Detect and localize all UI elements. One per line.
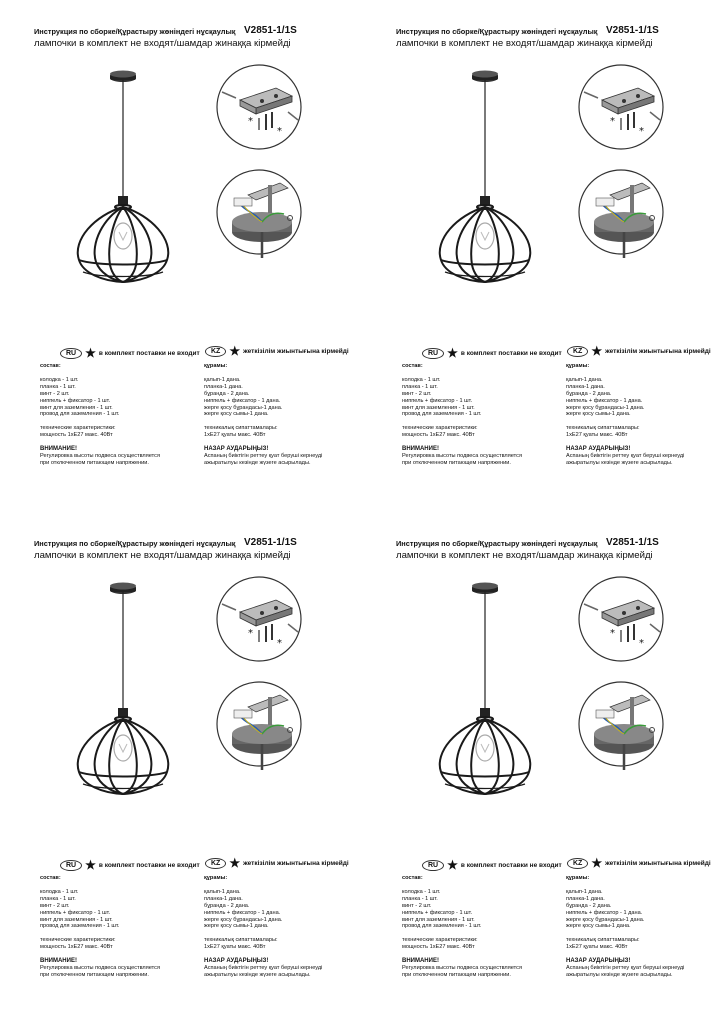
list-item: планка-1 дана. [204,383,243,390]
list-item: винт - 2 шт. [402,390,432,397]
list-item: жерге қосу бұрандасы-1 дана. [566,916,645,923]
star-icon: ★ [229,856,241,870]
ru-warning-title: ВНИМАНИЕ! [40,958,77,965]
list-item: Регулировка высоты подвеса осуществляется [402,965,522,972]
list-item: планка-1 дана. [204,895,243,902]
kz-items-list [566,889,684,930]
title-line: Инструкция по сборке/Құрастыру жөніндегі нұсқаулық [396,539,598,548]
ru-column [402,875,522,979]
list-item: Регулировка высоты подвеса осуществляется [402,453,522,460]
svg-text:*: * [639,638,644,649]
list-item: винт для заземления - 1 шт. [40,404,113,411]
list-item: винт - 2 шт. [40,902,70,909]
ru-warning-text [402,453,522,467]
star-icon: ★ [591,856,603,870]
ru-not-included-badge [60,858,200,872]
kz-items-list [204,889,322,930]
instruction-sheet [0,512,361,1024]
list-item: колодка - 1 шт. [40,376,79,383]
mounting-bracket-diagram [579,577,663,661]
model-number: V2851-1/1S [606,25,659,36]
kz-contents-title: құрамы: [204,875,228,881]
mounting-bracket-diagram [579,65,663,149]
list-item: қалып-1 дана. [204,888,241,895]
ru-note: в комплект поставки не входит [98,350,200,357]
title-line: Инструкция по сборке/Құрастыру жөніндегі нұсқаулық [34,539,236,548]
kz-warning-text [566,453,684,467]
ru-not-included-badge [60,346,200,360]
title-line: Инструкция по сборке/Құрастыру жөніндегі нұсқаулық [396,27,598,36]
svg-text:*: * [248,628,253,639]
list-item: планка - 1 шт. [40,895,76,902]
list-item: планка - 1 шт. [40,383,76,390]
svg-text:*: * [610,116,615,127]
list-item: ниппель + фиксатор - 1 шт. [402,397,473,404]
ru-badge: RU [60,860,82,871]
ru-warning-text [40,453,160,467]
list-item: при отключенном питающем напряжении. [402,971,511,978]
kz-warning-title: НАЗАР АУДАРЫҢЫЗ! [204,958,269,965]
list-item: ниппель + фиксатор - 1 шт. [40,909,111,916]
canopy-wiring-diagram [579,170,663,258]
assembly-illustrations [362,0,723,340]
list-item: винт для заземления - 1 шт. [402,916,475,923]
kz-items-list [204,377,322,418]
ru-tech-title: технические характеристики: [402,937,478,944]
list-item: жерге қосу бұрандасы-1 дана. [566,404,645,411]
list-item: бұранда - 2 дана. [204,902,250,909]
kz-note: жеткізілім жиынтығына кірмейді [605,860,711,867]
mounting-bracket-diagram [217,65,301,149]
star-icon: ★ [85,346,96,360]
instruction-sheet [362,512,723,1024]
list-item: провод для заземления - 1 шт. [402,411,482,418]
list-item: при отключенном питающем напряжении. [402,459,511,466]
ru-warning-text [40,965,160,979]
ru-warning-title: ВНИМАНИЕ! [402,446,439,453]
model-number: V2851-1/1S [606,537,659,548]
kz-warning-text [566,965,684,979]
list-item: бұранда - 2 дана. [566,902,612,909]
title-line: Инструкция по сборке/Құрастыру жөніндегі нұсқаулық [34,27,236,36]
ru-warning-title: ВНИМАНИЕ! [40,446,77,453]
assembly-illustrations [362,512,723,852]
list-item: винт для заземления - 1 шт. [402,404,475,411]
list-item: бұранда - 2 дана. [566,390,612,397]
kz-contents-title: құрамы: [566,875,590,881]
star-icon: ★ [229,344,241,358]
list-item: ажыратылуы кезінде жүзеге асырылады. [204,971,311,978]
ru-badge: RU [422,348,444,359]
ru-note: в комплект поставки не входит [460,862,562,869]
list-item: винт для заземления - 1 шт. [40,916,113,923]
ru-items-list [402,889,522,930]
list-item: Аспаның биіктігін реттеу қуат беруші кернеуді [566,453,685,460]
ru-note: в комплект поставки не входит [98,862,200,869]
bulbs-not-included-line: лампочки в комплект не входят/шамдар жинаққа кірмейді [34,38,291,49]
list-item: ажыратылуы кезінде жүзеге асырылады. [566,971,673,978]
ru-badge: RU [422,860,444,871]
list-item: при отключенном питающем напряжении. [40,971,149,978]
list-item: планка - 1 шт. [402,383,438,390]
list-item: жерге қосу сымы-1 дана. [566,923,631,930]
kz-warning-title: НАЗАР АУДАРЫҢЫЗ! [204,446,269,453]
kz-tech-title: техникалық сипаттамалары: [566,937,640,944]
assembly-illustrations [0,512,361,852]
list-item: ниппель + фиксатор - 1 дана. [204,397,281,404]
kz-warning-title: НАЗАР АУДАРЫҢЫЗ! [566,958,631,965]
list-item: колодка - 1 шт. [40,888,79,895]
list-item: ажыратылуы кезінде жүзеге асырылады. [566,459,673,466]
ru-contents-title: состав: [402,363,423,369]
canopy-wiring-diagram [579,682,663,770]
kz-note: жеткізілім жиынтығына кірмейді [605,348,711,355]
kz-warning-title: НАЗАР АУДАРЫҢЫЗ! [566,446,631,453]
list-item: колодка - 1 шт. [402,376,441,383]
kz-items-list [566,377,684,418]
list-item: Аспаның биіктігін реттеу қуат беруші кернеуді [204,453,323,460]
ru-items-list [40,377,160,418]
ru-warning-text [402,965,522,979]
ru-items-list [402,377,522,418]
mounting-bracket-diagram [217,577,301,661]
kz-note: жеткізілім жиынтығына кірмейді [243,348,349,355]
list-item: при отключенном питающем напряжении. [40,459,149,466]
ru-items-list [40,889,160,930]
bulbs-not-included-line: лампочки в комплект не входят/шамдар жинаққа кірмейді [396,38,653,49]
kz-tech-value: 1хЕ27 қуаты макс. 40Вт [204,432,266,439]
kz-tech-value: 1хЕ27 қуаты макс. 40Вт [204,944,266,951]
list-item: жерге қосу сымы-1 дана. [204,411,269,418]
svg-text:*: * [277,638,282,649]
list-item: жерге қосу сымы-1 дана. [566,411,631,418]
kz-badge: KZ [205,858,226,869]
ru-column [402,363,522,467]
list-item: провод для заземления - 1 шт. [40,923,120,930]
ru-not-included-badge [422,346,562,360]
ru-tech-title: технические характеристики: [40,937,116,944]
pendant-cage-lamp-illustration [78,71,169,283]
instruction-sheet [0,0,361,512]
list-item: Регулировка высоты подвеса осуществляется [40,965,160,972]
ru-column [40,363,160,467]
bulbs-not-included-line: лампочки в комплект не входят/шамдар жинаққа кірмейді [396,550,653,561]
kz-badge: KZ [205,346,226,357]
kz-tech-title: техникалық сипаттамалары: [204,425,278,432]
ru-tech-value: мощность 1хЕ27 макс. 40Вт [402,432,475,439]
pendant-cage-lamp-illustration [440,71,531,283]
ru-contents-title: состав: [40,875,61,881]
kz-contents-title: құрамы: [566,363,590,369]
ru-contents-title: состав: [402,875,423,881]
list-item: ниппель + фиксатор - 1 шт. [402,909,473,916]
list-item: ниппель + фиксатор - 1 дана. [204,909,281,916]
star-icon: ★ [447,858,458,872]
kz-tech-title: техникалық сипаттамалары: [204,937,278,944]
bulbs-not-included-line: лампочки в комплект не входят/шамдар жинаққа кірмейді [34,550,291,561]
list-item: Аспаның биіктігін реттеу қуат беруші кернеуді [204,965,323,972]
kz-contents-title: құрамы: [204,363,228,369]
ru-tech-value: мощность 1хЕ27 макс. 40Вт [40,432,113,439]
list-item: планка-1 дана. [566,383,605,390]
svg-text:*: * [610,628,615,639]
list-item: жерге қосу сымы-1 дана. [204,923,269,930]
list-item: планка-1 дана. [566,895,605,902]
ru-warning-title: ВНИМАНИЕ! [402,958,439,965]
ru-not-included-badge [422,858,562,872]
ru-note: в комплект поставки не входит [460,350,562,357]
kz-column [204,875,322,979]
kz-tech-title: техникалық сипаттамалары: [566,425,640,432]
model-number: V2851-1/1S [244,537,297,548]
list-item: бұранда - 2 дана. [204,390,250,397]
kz-warning-text [204,965,322,979]
svg-text:*: * [248,116,253,127]
pendant-cage-lamp-illustration [78,583,169,795]
kz-badge: KZ [567,346,588,357]
ru-column [40,875,160,979]
instruction-sheet [362,0,723,512]
kz-not-included-badge [567,344,711,358]
kz-not-included-badge [205,344,349,358]
ru-badge: RU [60,348,82,359]
star-icon: ★ [591,344,603,358]
kz-badge: KZ [567,858,588,869]
kz-tech-value: 1хЕ27 қуаты макс. 40Вт [566,432,628,439]
kz-tech-value: 1хЕ27 қуаты макс. 40Вт [566,944,628,951]
kz-note: жеткізілім жиынтығына кірмейді [243,860,349,867]
list-item: провод для заземления - 1 шт. [402,923,482,930]
kz-warning-text [204,453,322,467]
list-item: ниппель + фиксатор - 1 шт. [40,397,111,404]
list-item: жерге қосу бұрандасы-1 дана. [204,916,283,923]
canopy-wiring-diagram [217,170,301,258]
assembly-illustrations [0,0,361,340]
kz-not-included-badge [205,856,349,870]
model-number: V2851-1/1S [244,25,297,36]
star-icon: ★ [447,346,458,360]
canopy-wiring-diagram [217,682,301,770]
list-item: ниппель + фиксатор - 1 дана. [566,909,643,916]
list-item: провод для заземления - 1 шт. [40,411,120,418]
ru-tech-title: технические характеристики: [40,425,116,432]
list-item: Регулировка высоты подвеса осуществляется [40,453,160,460]
list-item: Аспаның биіктігін реттеу қуат беруші кернеуді [566,965,685,972]
list-item: қалып-1 дана. [566,376,603,383]
svg-text:*: * [277,126,282,137]
kz-column [566,875,684,979]
kz-column [566,363,684,467]
list-item: винт - 2 шт. [402,902,432,909]
list-item: қалып-1 дана. [204,376,241,383]
list-item: колодка - 1 шт. [402,888,441,895]
kz-column [204,363,322,467]
ru-tech-value: мощность 1хЕ27 макс. 40Вт [40,944,113,951]
list-item: ажыратылуы кезінде жүзеге асырылады. [204,459,311,466]
ru-tech-title: технические характеристики: [402,425,478,432]
pendant-cage-lamp-illustration [440,583,531,795]
list-item: қалып-1 дана. [566,888,603,895]
svg-text:*: * [639,126,644,137]
ru-contents-title: состав: [40,363,61,369]
kz-not-included-badge [567,856,711,870]
list-item: жерге қосу бұрандасы-1 дана. [204,404,283,411]
list-item: ниппель + фиксатор - 1 дана. [566,397,643,404]
ru-tech-value: мощность 1хЕ27 макс. 40Вт [402,944,475,951]
star-icon: ★ [85,858,96,872]
list-item: планка - 1 шт. [402,895,438,902]
list-item: винт - 2 шт. [40,390,70,397]
